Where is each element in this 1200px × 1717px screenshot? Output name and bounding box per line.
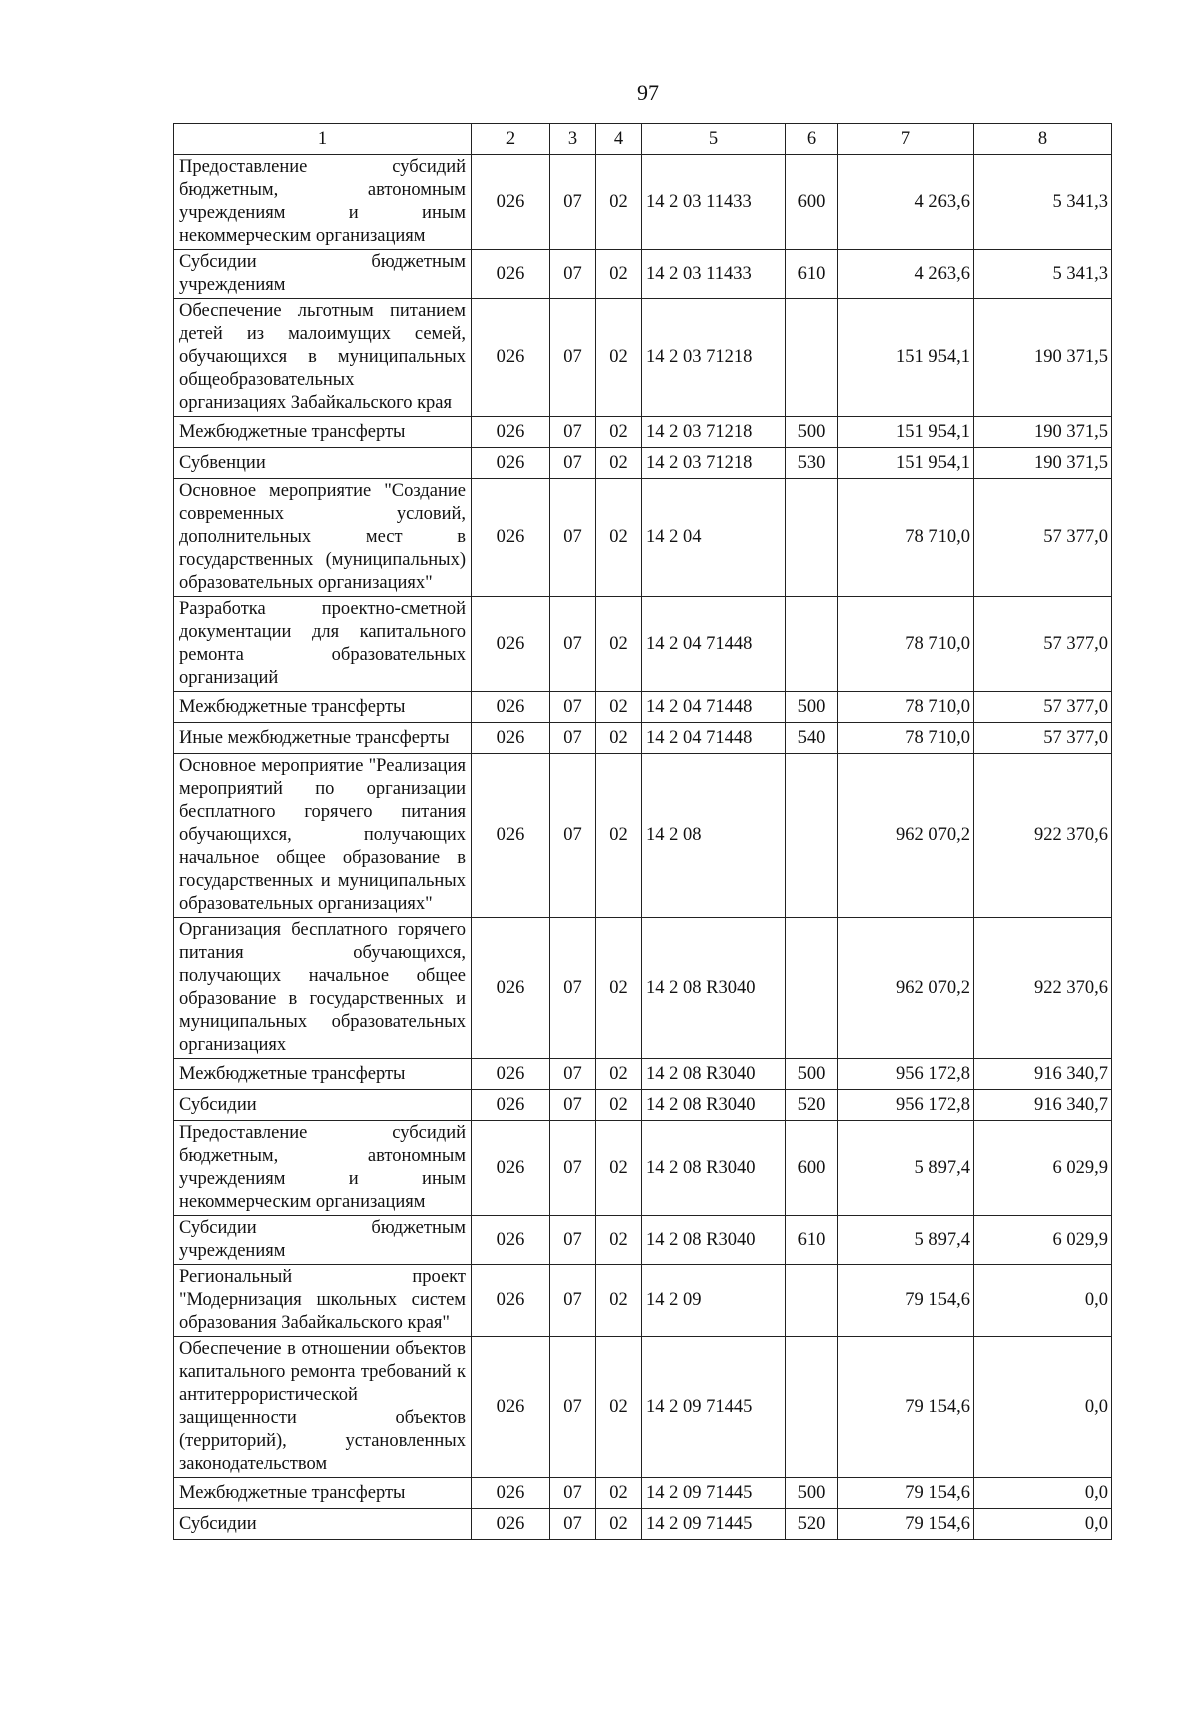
row-target-article-cell: 14 2 08: [642, 754, 786, 918]
row-name-cell: Основное мероприятие "Создание современных условий, дополнительных мест в государственных (муниципальных) образовательных организациях": [174, 479, 472, 597]
table-row: [174, 1337, 1112, 1478]
row-amount-year1-cell: 962 070,2: [838, 754, 974, 918]
row-name-cell: Субсидии: [174, 1090, 472, 1121]
row-expense-type-cell: 500: [786, 692, 838, 723]
page-number: 97: [637, 80, 659, 105]
column-header: 3: [550, 124, 596, 155]
row-amount-year1-cell: 956 172,8: [838, 1090, 974, 1121]
table-row: [174, 597, 1112, 692]
row-section-cell: 07: [550, 155, 596, 250]
row-name-cell: Разработка проектно-сметной документации для капитального ремонта образовательных организаций: [174, 597, 472, 692]
row-target-article-cell: 14 2 08 R3040: [642, 1216, 786, 1265]
column-header: 8: [974, 124, 1112, 155]
table-header-row: [174, 124, 1112, 155]
row-section-cell: 07: [550, 1216, 596, 1265]
table-row: [174, 692, 1112, 723]
row-section-cell: 07: [550, 479, 596, 597]
row-name-cell: Межбюджетные трансферты: [174, 417, 472, 448]
row-amount-year1-cell: 5 897,4: [838, 1216, 974, 1265]
row-amount-year2-cell: 916 340,7: [974, 1059, 1112, 1090]
row-name-cell: Межбюджетные трансферты: [174, 1478, 472, 1509]
column-header: 1: [174, 124, 472, 155]
row-target-article-cell: 14 2 09 71445: [642, 1337, 786, 1478]
row-amount-year1-cell: 79 154,6: [838, 1509, 974, 1540]
row-amount-year1-cell: 79 154,6: [838, 1337, 974, 1478]
row-expense-type-cell: 500: [786, 417, 838, 448]
table-row: [174, 155, 1112, 250]
column-header: 4: [596, 124, 642, 155]
row-admin-code-cell: 026: [472, 1121, 550, 1216]
row-expense-type-cell: [786, 1337, 838, 1478]
row-expense-type-cell: 500: [786, 1059, 838, 1090]
row-admin-code-cell: 026: [472, 723, 550, 754]
row-target-article-cell: 14 2 08 R3040: [642, 1059, 786, 1090]
row-expense-type-cell: 600: [786, 1121, 838, 1216]
row-subsection-cell: 02: [596, 299, 642, 417]
row-subsection-cell: 02: [596, 1059, 642, 1090]
table-row: [174, 918, 1112, 1059]
row-name-cell: Иные межбюджетные трансферты: [174, 723, 472, 754]
table-row: [174, 479, 1112, 597]
row-subsection-cell: 02: [596, 754, 642, 918]
row-expense-type-cell: 540: [786, 723, 838, 754]
row-name-cell: Обеспечение в отношении объектов капитального ремонта требований к антитеррористической защищенности объектов (территорий), установленных законодательством: [174, 1337, 472, 1478]
row-admin-code-cell: 026: [472, 448, 550, 479]
row-name-cell: Обеспечение льготным питанием детей из малоимущих семей, обучающихся в муниципальных общеобразовательных организациях Забайкальского края: [174, 299, 472, 417]
row-amount-year2-cell: 190 371,5: [974, 417, 1112, 448]
table-row: [174, 299, 1112, 417]
row-amount-year1-cell: 151 954,1: [838, 417, 974, 448]
row-subsection-cell: 02: [596, 155, 642, 250]
column-header: 7: [838, 124, 974, 155]
row-amount-year1-cell: 78 710,0: [838, 723, 974, 754]
row-target-article-cell: 14 2 09: [642, 1265, 786, 1337]
row-section-cell: 07: [550, 417, 596, 448]
row-section-cell: 07: [550, 1121, 596, 1216]
row-amount-year1-cell: 151 954,1: [838, 299, 974, 417]
table-row: [174, 448, 1112, 479]
row-target-article-cell: 14 2 04 71448: [642, 597, 786, 692]
row-subsection-cell: 02: [596, 1337, 642, 1478]
row-amount-year2-cell: 57 377,0: [974, 479, 1112, 597]
row-expense-type-cell: 500: [786, 1478, 838, 1509]
row-amount-year1-cell: 78 710,0: [838, 479, 974, 597]
column-header: 2: [472, 124, 550, 155]
row-name-cell: Организация бесплатного горячего питания обучающихся, получающих начальное общее образование в государственных и муниципальных образовательных организациях: [174, 918, 472, 1059]
row-admin-code-cell: 026: [472, 1216, 550, 1265]
row-section-cell: 07: [550, 1478, 596, 1509]
row-amount-year2-cell: 922 370,6: [974, 918, 1112, 1059]
table-row: [174, 754, 1112, 918]
row-amount-year2-cell: 0,0: [974, 1337, 1112, 1478]
row-subsection-cell: 02: [596, 479, 642, 597]
row-target-article-cell: 14 2 03 71218: [642, 299, 786, 417]
row-amount-year1-cell: 151 954,1: [838, 448, 974, 479]
row-amount-year1-cell: 79 154,6: [838, 1478, 974, 1509]
row-amount-year1-cell: 5 897,4: [838, 1121, 974, 1216]
row-expense-type-cell: [786, 918, 838, 1059]
row-expense-type-cell: [786, 597, 838, 692]
row-target-article-cell: 14 2 03 11433: [642, 155, 786, 250]
row-admin-code-cell: 026: [472, 754, 550, 918]
row-name-cell: Субсидии бюджетным учреждениям: [174, 1216, 472, 1265]
row-amount-year2-cell: 922 370,6: [974, 754, 1112, 918]
row-admin-code-cell: 026: [472, 692, 550, 723]
row-amount-year2-cell: 0,0: [974, 1478, 1112, 1509]
row-admin-code-cell: 026: [472, 299, 550, 417]
row-amount-year2-cell: 190 371,5: [974, 299, 1112, 417]
row-name-cell: Субвенции: [174, 448, 472, 479]
row-admin-code-cell: 026: [472, 597, 550, 692]
row-section-cell: 07: [550, 448, 596, 479]
row-subsection-cell: 02: [596, 250, 642, 299]
row-amount-year1-cell: 4 263,6: [838, 250, 974, 299]
row-section-cell: 07: [550, 692, 596, 723]
table-row: [174, 1509, 1112, 1540]
row-section-cell: 07: [550, 1337, 596, 1478]
row-amount-year2-cell: 0,0: [974, 1509, 1112, 1540]
row-admin-code-cell: 026: [472, 918, 550, 1059]
row-section-cell: 07: [550, 299, 596, 417]
row-name-cell: Межбюджетные трансферты: [174, 1059, 472, 1090]
row-amount-year1-cell: 4 263,6: [838, 155, 974, 250]
row-target-article-cell: 14 2 08 R3040: [642, 1090, 786, 1121]
table-row: [174, 1478, 1112, 1509]
row-amount-year1-cell: 78 710,0: [838, 692, 974, 723]
row-amount-year2-cell: 5 341,3: [974, 155, 1112, 250]
row-subsection-cell: 02: [596, 597, 642, 692]
row-name-cell: Предоставление субсидий бюджетным, автономным учреждениям и иным некоммерческим организациям: [174, 155, 472, 250]
row-subsection-cell: 02: [596, 1216, 642, 1265]
row-target-article-cell: 14 2 04: [642, 479, 786, 597]
row-admin-code-cell: 026: [472, 1059, 550, 1090]
row-amount-year2-cell: 190 371,5: [974, 448, 1112, 479]
row-amount-year2-cell: 5 341,3: [974, 250, 1112, 299]
row-name-cell: Субсидии бюджетным учреждениям: [174, 250, 472, 299]
row-target-article-cell: 14 2 09 71445: [642, 1478, 786, 1509]
row-admin-code-cell: 026: [472, 417, 550, 448]
row-admin-code-cell: 026: [472, 250, 550, 299]
table-row: [174, 1121, 1112, 1216]
row-expense-type-cell: [786, 299, 838, 417]
row-subsection-cell: 02: [596, 1121, 642, 1216]
row-section-cell: 07: [550, 1265, 596, 1337]
row-section-cell: 07: [550, 723, 596, 754]
column-header: 6: [786, 124, 838, 155]
row-amount-year2-cell: 916 340,7: [974, 1090, 1112, 1121]
row-admin-code-cell: 026: [472, 1337, 550, 1478]
table-row: [174, 723, 1112, 754]
row-expense-type-cell: 600: [786, 155, 838, 250]
row-subsection-cell: 02: [596, 723, 642, 754]
table-row: [174, 250, 1112, 299]
row-admin-code-cell: 026: [472, 1478, 550, 1509]
row-subsection-cell: 02: [596, 417, 642, 448]
row-name-cell: Субсидии: [174, 1509, 472, 1540]
row-expense-type-cell: 530: [786, 448, 838, 479]
row-expense-type-cell: [786, 1265, 838, 1337]
row-name-cell: Межбюджетные трансферты: [174, 692, 472, 723]
row-amount-year1-cell: 962 070,2: [838, 918, 974, 1059]
row-subsection-cell: 02: [596, 1509, 642, 1540]
row-admin-code-cell: 026: [472, 155, 550, 250]
row-subsection-cell: 02: [596, 1478, 642, 1509]
row-section-cell: 07: [550, 1059, 596, 1090]
row-amount-year2-cell: 0,0: [974, 1265, 1112, 1337]
row-admin-code-cell: 026: [472, 1265, 550, 1337]
table-row: [174, 1216, 1112, 1265]
row-expense-type-cell: 610: [786, 1216, 838, 1265]
row-subsection-cell: 02: [596, 918, 642, 1059]
row-target-article-cell: 14 2 09 71445: [642, 1509, 786, 1540]
row-subsection-cell: 02: [596, 1265, 642, 1337]
row-amount-year2-cell: 57 377,0: [974, 723, 1112, 754]
table-row: [174, 1059, 1112, 1090]
row-amount-year2-cell: 6 029,9: [974, 1216, 1112, 1265]
row-admin-code-cell: 026: [472, 479, 550, 597]
row-amount-year1-cell: 956 172,8: [838, 1059, 974, 1090]
row-expense-type-cell: 610: [786, 250, 838, 299]
table-row: [174, 1265, 1112, 1337]
row-section-cell: 07: [550, 597, 596, 692]
row-amount-year2-cell: 57 377,0: [974, 597, 1112, 692]
row-expense-type-cell: 520: [786, 1509, 838, 1540]
row-target-article-cell: 14 2 08 R3040: [642, 1121, 786, 1216]
row-target-article-cell: 14 2 03 71218: [642, 448, 786, 479]
row-amount-year2-cell: 6 029,9: [974, 1121, 1112, 1216]
row-amount-year1-cell: 79 154,6: [838, 1265, 974, 1337]
table-body: [174, 155, 1112, 1540]
column-header: 5: [642, 124, 786, 155]
row-section-cell: 07: [550, 1090, 596, 1121]
row-section-cell: 07: [550, 918, 596, 1059]
row-admin-code-cell: 026: [472, 1509, 550, 1540]
row-target-article-cell: 14 2 03 11433: [642, 250, 786, 299]
budget-table: [173, 123, 1112, 1540]
row-name-cell: Предоставление субсидий бюджетным, автономным учреждениям и иным некоммерческим организациям: [174, 1121, 472, 1216]
row-expense-type-cell: 520: [786, 1090, 838, 1121]
row-subsection-cell: 02: [596, 448, 642, 479]
row-admin-code-cell: 026: [472, 1090, 550, 1121]
row-expense-type-cell: [786, 754, 838, 918]
row-section-cell: 07: [550, 754, 596, 918]
row-target-article-cell: 14 2 03 71218: [642, 417, 786, 448]
table-row: [174, 1090, 1112, 1121]
row-target-article-cell: 14 2 04 71448: [642, 692, 786, 723]
row-target-article-cell: 14 2 04 71448: [642, 723, 786, 754]
row-name-cell: Региональный проект "Модернизация школьных систем образования Забайкальского края": [174, 1265, 472, 1337]
row-subsection-cell: 02: [596, 1090, 642, 1121]
row-section-cell: 07: [550, 1509, 596, 1540]
row-expense-type-cell: [786, 479, 838, 597]
table-row: [174, 417, 1112, 448]
row-name-cell: Основное мероприятие "Реализация мероприятий по организации бесплатного горячего питания обучающихся, получающих начальное общее образование в государственных и муниципальных образовательных организациях": [174, 754, 472, 918]
row-amount-year1-cell: 78 710,0: [838, 597, 974, 692]
row-target-article-cell: 14 2 08 R3040: [642, 918, 786, 1059]
row-amount-year2-cell: 57 377,0: [974, 692, 1112, 723]
row-section-cell: 07: [550, 250, 596, 299]
row-subsection-cell: 02: [596, 692, 642, 723]
